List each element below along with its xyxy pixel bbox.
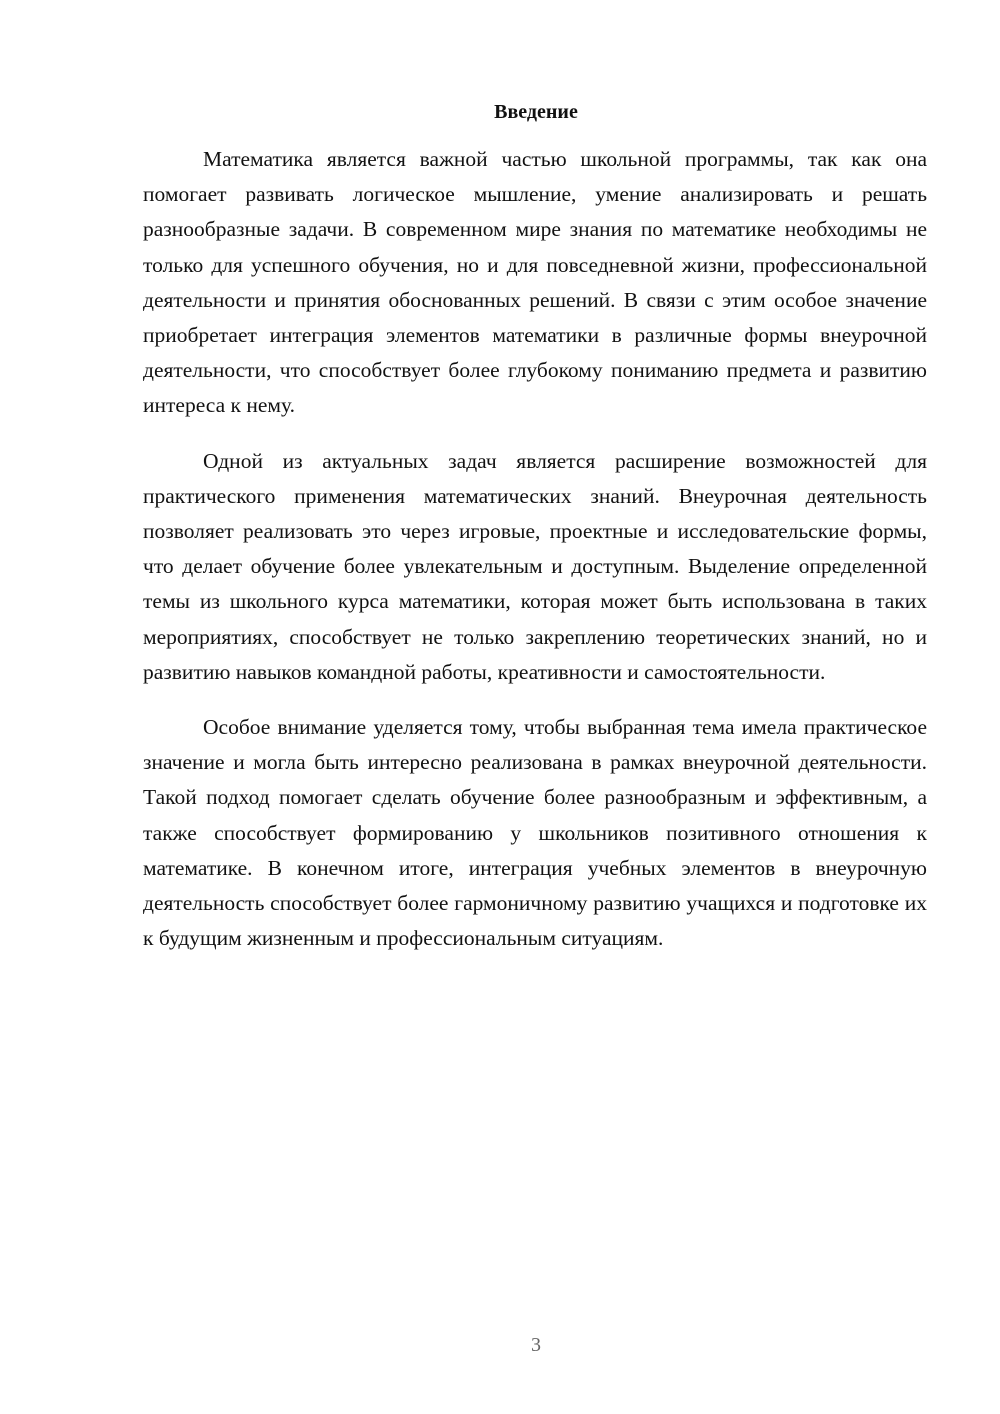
paragraph-3: Особое внимание уделяется тому, чтобы выбранная тема имела практическое значение и могла быть интересно реализована в рамках внеурочной деятельности. Такой подход помогает сделать обучение более разнообразным и эффективным, а также способствует формированию у школьников позитивного отношения к математике. В конечном итоге, интеграция учебных элементов в внеурочную деятельность способствует более гармоничному развитию учащихся и подготовке их к будущим жизненным и профессиональным ситуациям. (143, 715, 927, 951)
paragraph-2: Одной из актуальных задач является расширение возможностей для практического применения математических знаний. Внеурочная деятельность позволяет реализовать это через игровые, проектные и исследовательские формы, что делает обучение более увлекательным и доступным. Выделение определенной темы из школьного курса математики, которая может быть использована в таких мероприятиях, способствует не только закреплению теоретических знаний, но и развитию навыков командной работы, креативности и самостоятельности. (143, 448, 927, 684)
document-body (143, 142, 927, 976)
page-number: 3 (531, 1334, 541, 1356)
paragraph-1: Математика является важной частью школьной программы, так как она помогает развивать логическое мышление, умение анализировать и решать разнообразные задачи. В современном мире знания по математике необходимы не только для успешного обучения, но и для повседневной жизни, профессиональной деятельности и принятия обоснованных решений. В связи с этим особое значение приобретает интеграция элементов математики в различные формы внеурочной деятельности, что способствует более глубокому пониманию предмета и развитию интереса к нему. (143, 147, 927, 418)
section-title: Введение (494, 101, 578, 123)
